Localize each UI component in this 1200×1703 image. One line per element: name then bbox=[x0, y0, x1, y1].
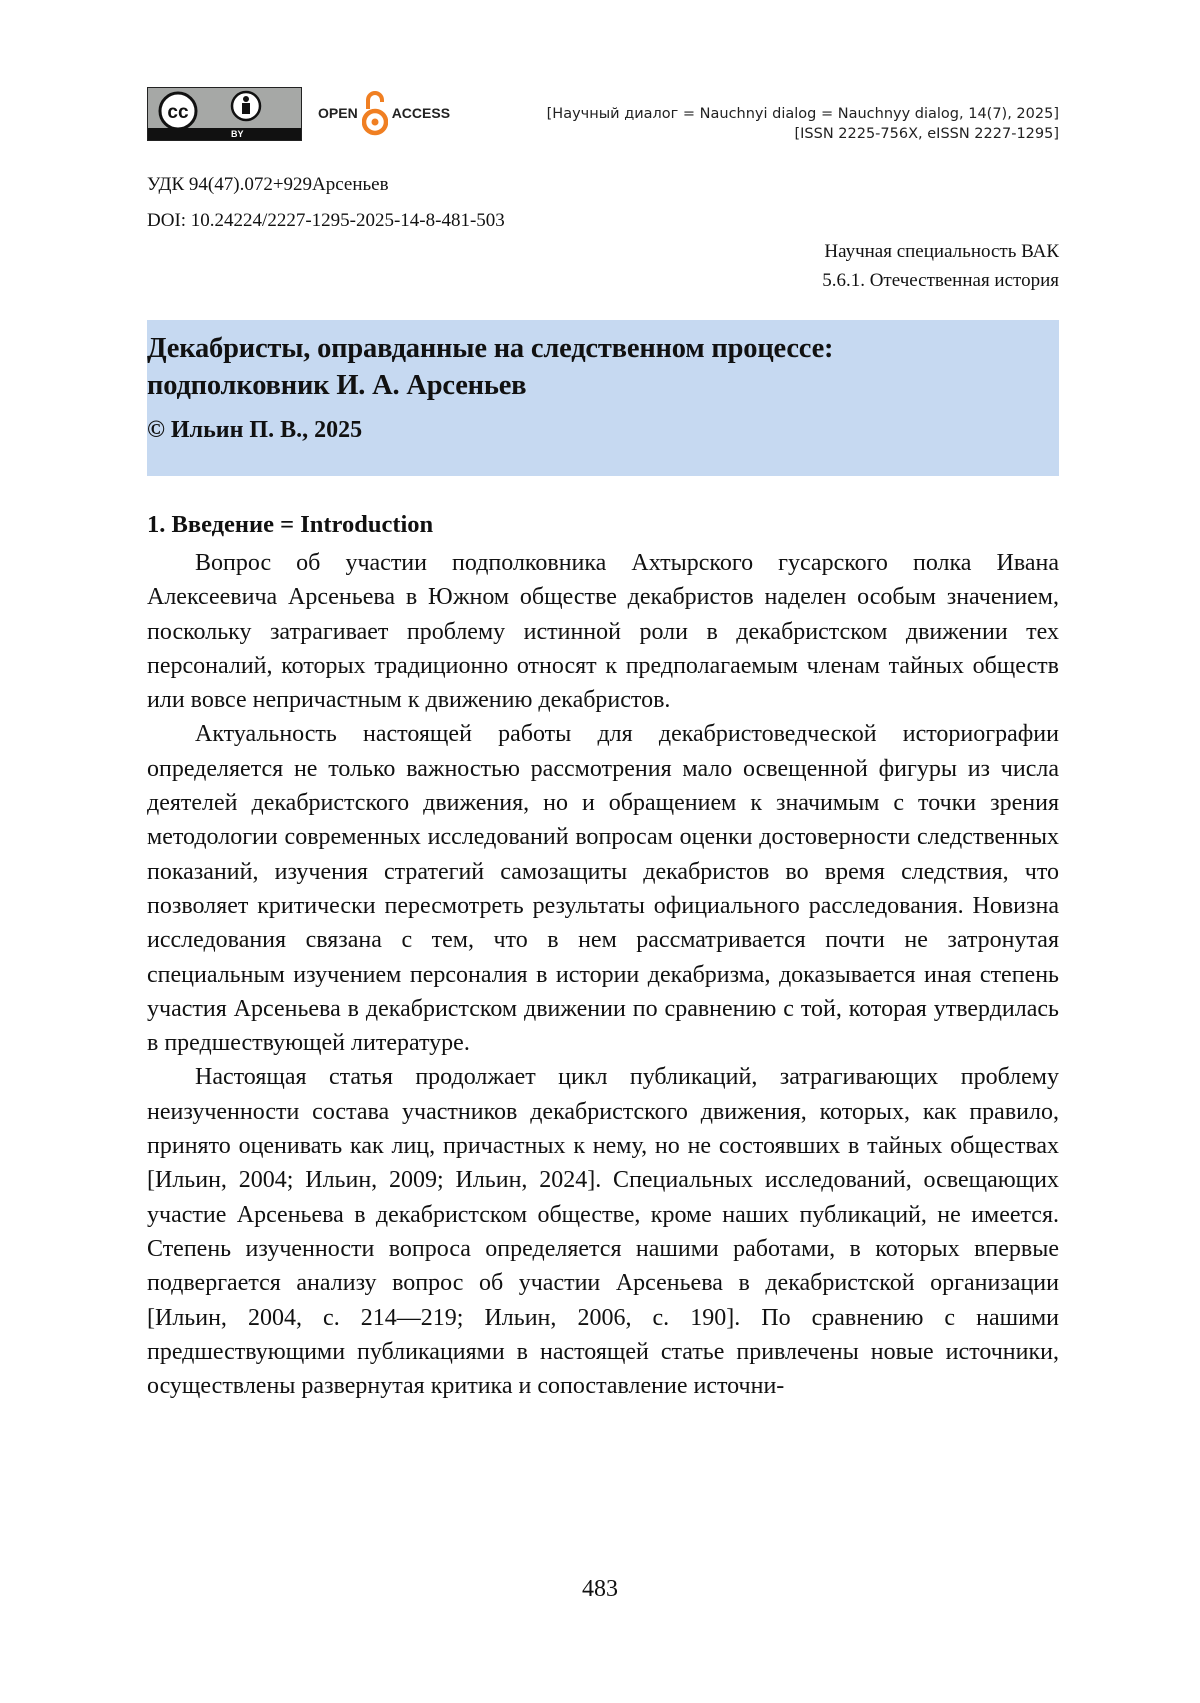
speciality-label: Научная специальность ВАК bbox=[824, 241, 1059, 262]
title-line-1: Декабристы, оправданные на следственном процессе: bbox=[147, 333, 834, 364]
article-title bbox=[147, 330, 1059, 404]
title-line-2: подполковник И. А. Арсеньев bbox=[147, 370, 527, 401]
creative-commons-icon bbox=[148, 88, 303, 130]
svg-text:cc: cc bbox=[167, 102, 189, 123]
vak-speciality bbox=[822, 237, 1059, 295]
open-lock-icon bbox=[362, 89, 388, 137]
doi[interactable]: DOI: 10.24224/2227-1295-2025-14-8-481-503 bbox=[147, 210, 505, 231]
open-access-word-access: ACCESS bbox=[391, 105, 451, 121]
page-number: 483 bbox=[582, 1576, 618, 1602]
speciality-code: 5.6.1. Отечественная история bbox=[822, 270, 1059, 291]
open-access-logo bbox=[318, 85, 450, 141]
title-block bbox=[147, 320, 1059, 476]
journal-citation: [Научный диалог = Nauchnyi dialog = Nauchnyy dialog, 14(7), 2025] bbox=[546, 106, 1059, 122]
journal-header bbox=[547, 104, 1059, 144]
license-label: BY bbox=[231, 129, 244, 139]
udk-code: УДК 94(47).072+929Арсеньев bbox=[147, 174, 389, 195]
cc-by-license-badge bbox=[147, 87, 302, 141]
paragraph: Настоящая статья продолжает цикл публикаций, затрагивающих проблему неизученности состава участников декабристского движения, которых, как правило, принято оценивать как лиц, причастных к нему, но не состоявших в тайных обществах [Ильин, 2004; Ильин, 2009; Ильин, 2024]. Специальных исследований, освещающих участие Арсеньева в декабристском обществе, кроме наших публикаций, не имеется. Степень изученности вопроса определяется нашими работами, в которых впервые подвергается анализу вопрос об участии Арсеньева в декабристской организации [Ильин, 2004, с. 214—219; Ильин, 2006, с. 190]. По сравнению с нашими предшествующими публикациями в настоящей статье привлечены новые источники, осуществлены развернутая критика и сопоставление источни- bbox=[147, 1064, 1059, 1400]
issn-line: [ISSN 2225-756X, eISSN 2227-1295] bbox=[794, 126, 1059, 142]
section-heading: 1. Введение = Introduction bbox=[147, 511, 434, 538]
paragraph: Вопрос об участии подполковника Ахтырского гусарского полка Ивана Алексеевича Арсеньева в Южном обществе декабристов наделен особым значением, поскольку затрагивает проблему истинной роли в декабристском движении тех персоналий, которых традиционно относят к предполагаемым членам тайных обществ или вовсе непричастным к движению декабристов. bbox=[147, 550, 1059, 714]
paragraph: Актуальность настоящей работы для декабристоведческой историографии определяется не только важностью рассмотрения мало освещенной фигуры из числа деятелей декабристского движения, но и обращением к значимым с точки зрения методологии современных исследований вопросам оценки достоверности следственных показаний, изучения стратегий самозащиты декабристов во время следствия, что позволяет критически пересмотреть результаты официального расследования. Новизна исследования связана с тем, что в нем рассматривается почти не затронутая специальным изучением персоналия в истории декабризма, доказывается иная степень участия Арсеньева в декабристском движении по сравнению с той, которая утвердилась в предшествующей литературе. bbox=[147, 721, 1059, 1057]
open-access-word-open: OPEN bbox=[318, 105, 358, 121]
article-body bbox=[147, 546, 1059, 1403]
author-copyright: © Ильин П. В., 2025 bbox=[147, 417, 363, 443]
